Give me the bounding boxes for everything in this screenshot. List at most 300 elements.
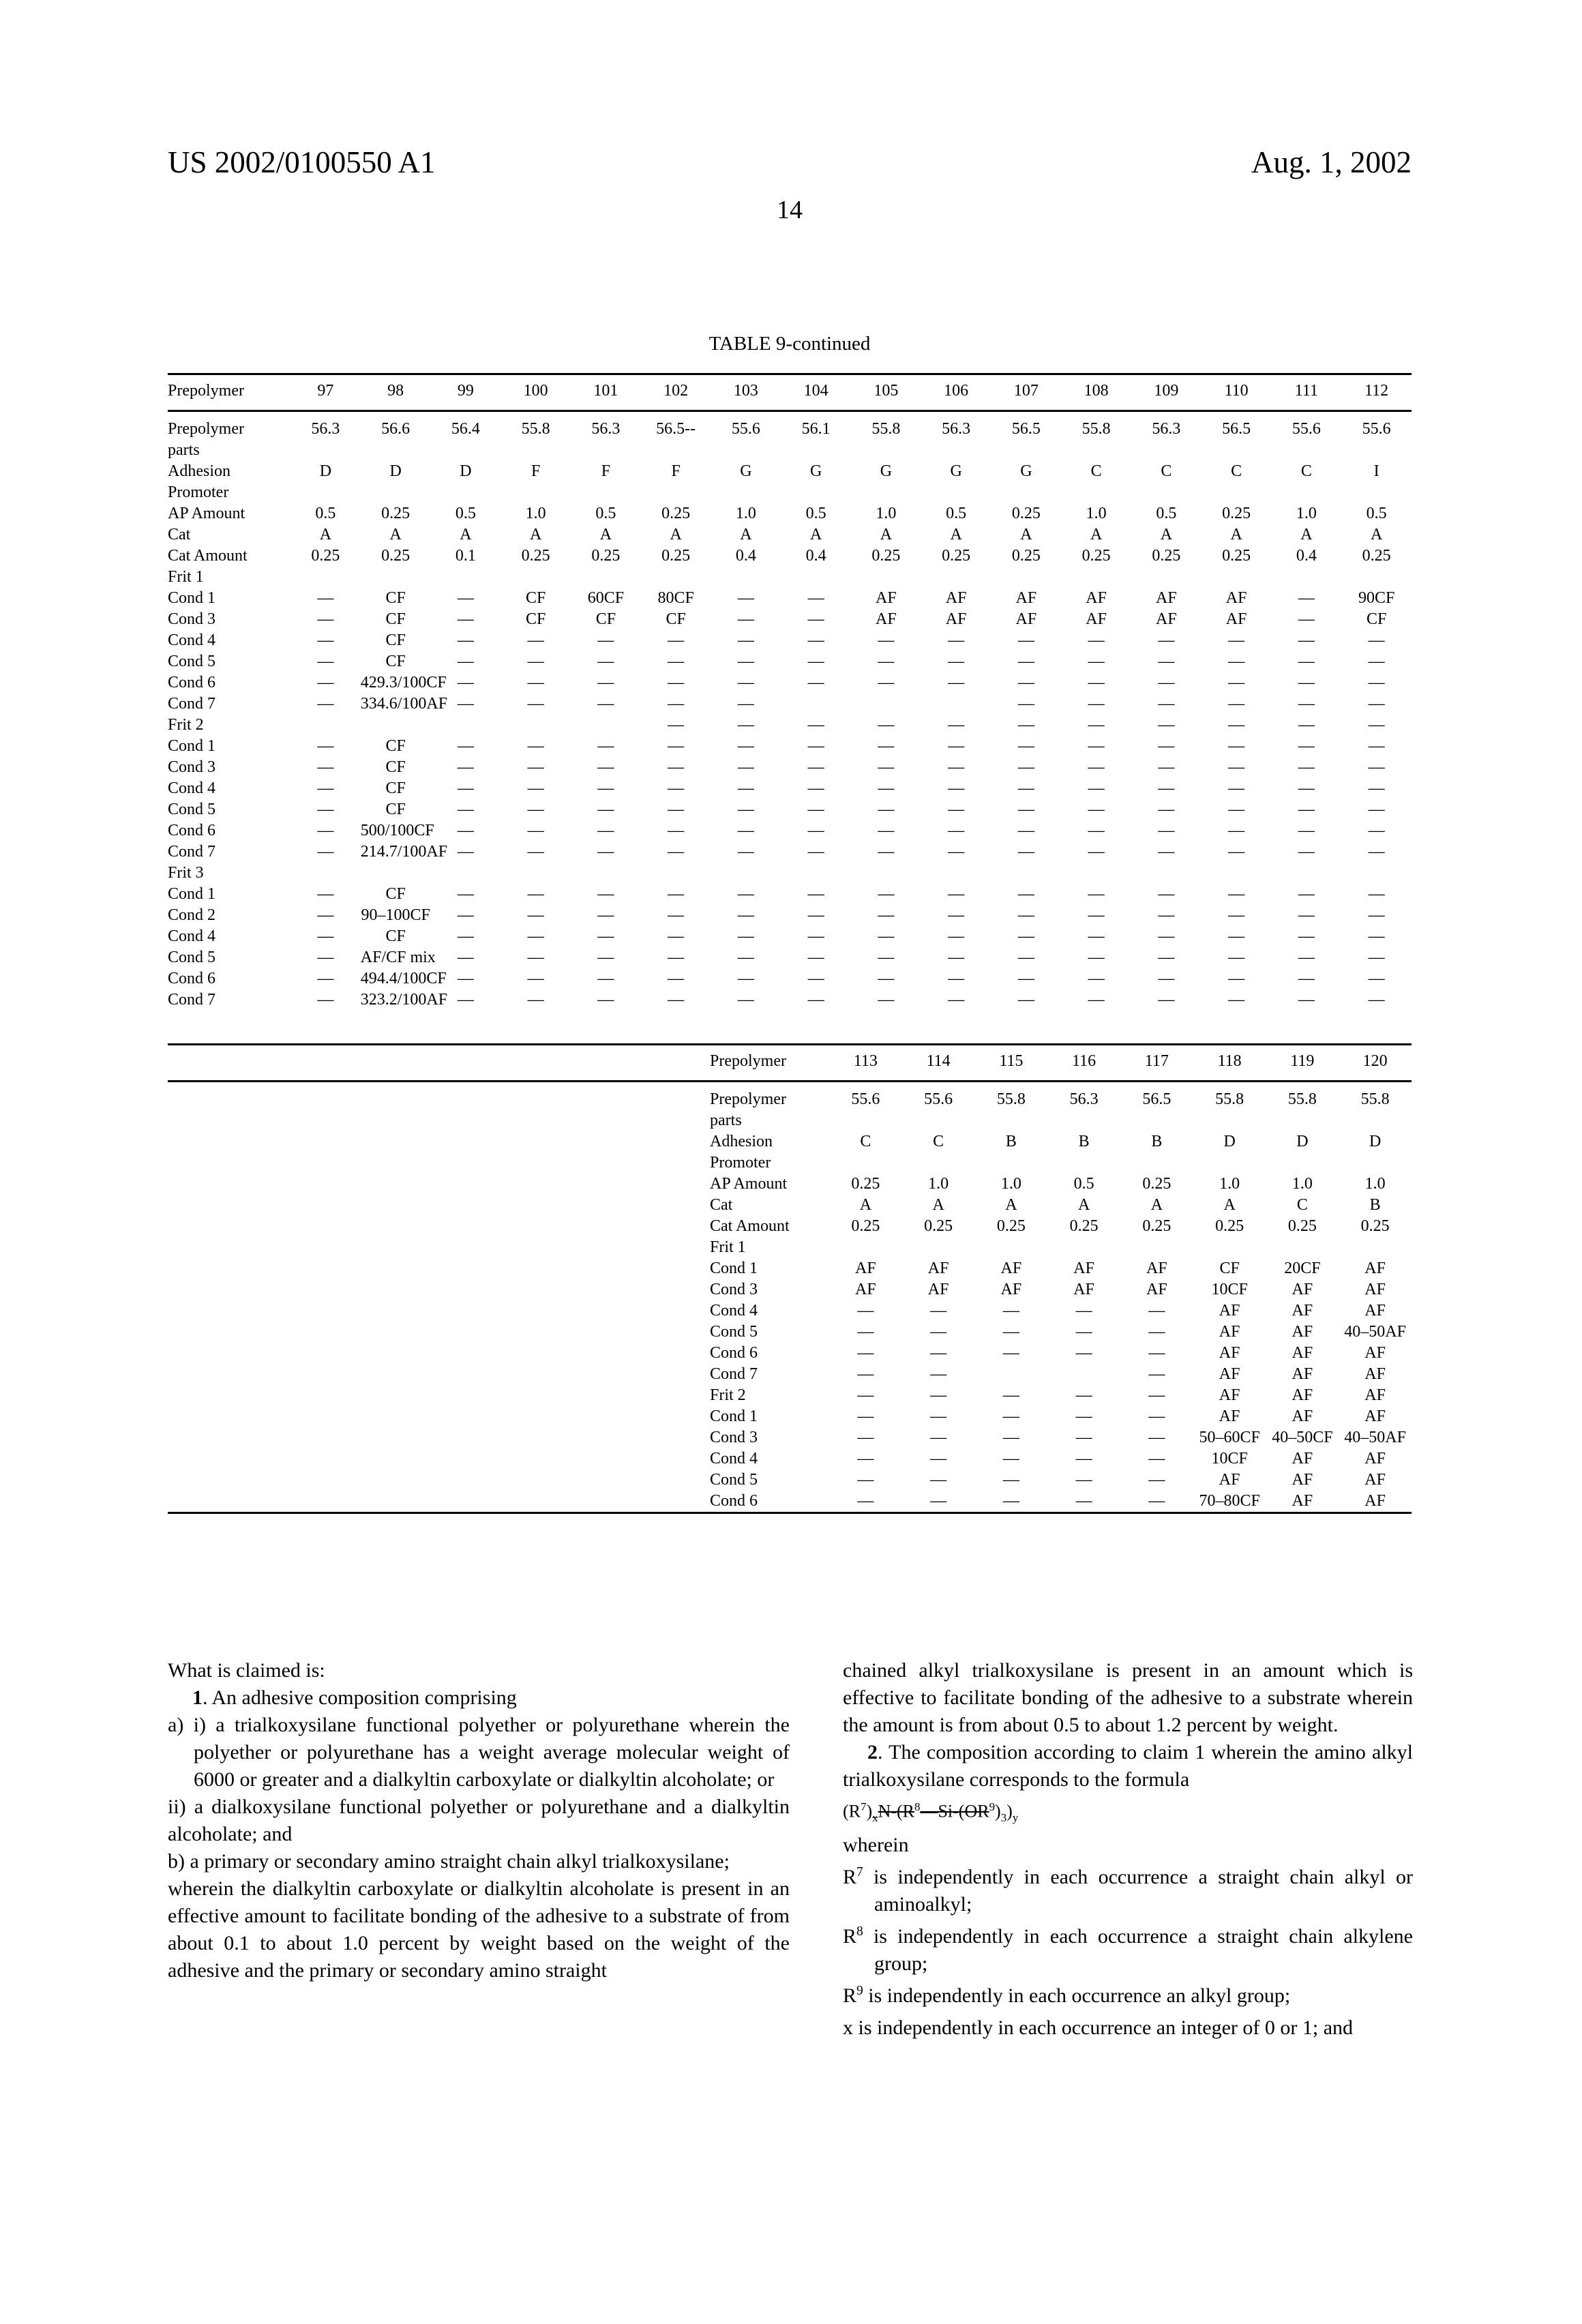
cell: — (1148, 1492, 1165, 1510)
cell (975, 1364, 1048, 1385)
cell: — (948, 906, 965, 924)
table-row (168, 567, 1412, 588)
cell: — (1075, 1492, 1092, 1510)
cell: B (1369, 1196, 1381, 1214)
cell: 0.25 (851, 1217, 880, 1235)
cell: 1.0 (876, 505, 897, 522)
cell: — (857, 1302, 874, 1320)
cell: — (1075, 1344, 1092, 1362)
cell: C (1090, 462, 1102, 480)
cell: — (807, 991, 824, 1009)
cell: A (880, 526, 893, 543)
row-label: Cat (168, 526, 191, 543)
cell: — (668, 885, 685, 903)
cell: — (930, 1492, 947, 1510)
cell: — (878, 674, 895, 691)
claim-2-number: 2 (867, 1741, 878, 1763)
spacer-cell (168, 1427, 710, 1448)
table-row (168, 799, 1412, 820)
cell: — (737, 631, 754, 649)
cell: AF (1292, 1492, 1313, 1510)
cell: 0.25 (851, 1175, 880, 1193)
cell: I (1373, 462, 1379, 480)
cell: — (737, 949, 754, 966)
cell: — (807, 822, 824, 839)
cell: — (457, 674, 474, 691)
cell (851, 694, 921, 715)
def-symbol: x (843, 2016, 853, 2039)
cell (902, 1237, 975, 1258)
cell (571, 567, 641, 588)
row-label: Cond 5 (168, 949, 216, 966)
table-row (168, 546, 1412, 567)
row-label: Cond 5 (710, 1471, 758, 1489)
cell: — (930, 1429, 947, 1446)
cell: 55.6 (1292, 420, 1321, 438)
spacer-cell (168, 1300, 710, 1322)
cell: AF (945, 610, 967, 628)
cell: — (948, 991, 965, 1009)
cell: — (930, 1323, 947, 1341)
cell: G (950, 462, 962, 480)
cell: — (1298, 843, 1315, 861)
cell: — (878, 991, 895, 1009)
cell: — (317, 927, 334, 945)
cell: — (1017, 737, 1034, 755)
cell: A (1005, 1196, 1017, 1214)
cell: 1.0 (525, 505, 546, 522)
spacer-cell (168, 1343, 710, 1364)
cell (921, 567, 991, 588)
table-row (168, 736, 1412, 757)
cell: AF (1015, 589, 1037, 607)
cell: 56.4 (451, 420, 480, 438)
claim-1-continuation: chained alkyl trialkoxysilane is present in an amount which is effective to facilitate bonding of the adhesive to a substrate wherein the amount is from about 0.5 to about 1.2 percent by weight. (843, 1659, 1413, 1736)
cell: D (460, 462, 472, 480)
cell: — (1158, 906, 1175, 924)
cell: 1.0 (928, 1175, 949, 1193)
cell: 0.25 (591, 547, 621, 565)
cell: — (1088, 779, 1105, 797)
table-row (168, 1082, 1412, 1132)
cell: CF (525, 610, 546, 628)
table-row (168, 630, 1412, 651)
cell: 429.3/100CF (360, 674, 447, 691)
claim-2-formula (843, 1793, 1413, 1832)
cell: — (1158, 991, 1175, 1009)
cell: — (737, 653, 754, 670)
column-header: 98 (361, 374, 431, 411)
claim-2-def-r8 (843, 1918, 1413, 1978)
cell: CF (385, 653, 406, 670)
cell: — (527, 927, 544, 945)
cell: — (1158, 801, 1175, 818)
row-label: Cond 4 (168, 631, 216, 649)
cell: — (1158, 674, 1175, 691)
cell: — (1148, 1450, 1165, 1468)
cell: — (597, 674, 614, 691)
cell: — (1368, 927, 1385, 945)
cell: AF (1292, 1450, 1313, 1468)
cell: — (1158, 737, 1175, 755)
cell: — (668, 631, 685, 649)
cell: 0.25 (1222, 547, 1251, 565)
claims-section (168, 1657, 1412, 2042)
row-label-header: Prepolymer (710, 1045, 829, 1082)
cell (1266, 1237, 1339, 1258)
cell (290, 567, 361, 588)
cell: — (1088, 801, 1105, 818)
cell: — (1298, 610, 1315, 628)
cell: — (878, 906, 895, 924)
cell: — (1088, 653, 1105, 670)
cell: — (457, 758, 474, 776)
cell: — (857, 1323, 874, 1341)
cell: — (317, 674, 334, 691)
cell: 0.25 (1215, 1217, 1244, 1235)
cell: — (1088, 737, 1105, 755)
cell: — (737, 822, 754, 839)
table-row (168, 947, 1412, 968)
cell: — (1298, 927, 1315, 945)
column-header: 119 (1266, 1045, 1339, 1082)
cell (431, 567, 501, 588)
cell: B (1078, 1133, 1090, 1150)
cell: — (1228, 927, 1245, 945)
column-header: 120 (1339, 1045, 1412, 1082)
table-row (168, 1174, 1412, 1195)
cell: CF (666, 610, 686, 628)
cell: F (601, 462, 611, 480)
cell: — (457, 695, 474, 713)
cell: — (1298, 822, 1315, 839)
cell: 56.5 (1222, 420, 1251, 438)
cell: — (668, 927, 685, 945)
cell: G (880, 462, 893, 480)
column-header: 108 (1061, 374, 1131, 411)
cell: CF (1366, 610, 1387, 628)
page-header (168, 145, 1412, 180)
cell: — (1228, 653, 1245, 670)
cell: 0.5 (1366, 505, 1387, 522)
cell: — (597, 631, 614, 649)
cell: — (1075, 1386, 1092, 1404)
cell: 55.6 (731, 420, 760, 438)
cell: — (317, 695, 334, 713)
cell: — (457, 991, 474, 1009)
cell: — (668, 758, 685, 776)
row-label-header: Prepolymer (168, 374, 290, 411)
cell: — (317, 991, 334, 1009)
cell: — (1298, 949, 1315, 966)
cell: — (317, 822, 334, 839)
cell: A (809, 526, 822, 543)
cell: AF (876, 610, 897, 628)
cell: — (1148, 1323, 1165, 1341)
cell (1131, 863, 1202, 884)
cell: — (1228, 674, 1245, 691)
cell: — (527, 779, 544, 797)
cell: — (457, 653, 474, 670)
spacer-cell (168, 1195, 710, 1216)
cell: — (527, 949, 544, 966)
cell: 0.25 (661, 547, 691, 565)
cell: — (1158, 716, 1175, 734)
cell: AF (1292, 1281, 1313, 1298)
cell (921, 694, 991, 715)
cell: B (1005, 1133, 1017, 1150)
cell: — (1002, 1344, 1019, 1362)
table9-part1 (168, 373, 1412, 1011)
def-superscript: 8 (856, 1924, 863, 1939)
cell: — (527, 822, 544, 839)
cell: — (1158, 843, 1175, 861)
cell: — (737, 737, 754, 755)
spacer-cell (168, 1174, 710, 1195)
cell: — (317, 758, 334, 776)
cell: — (1298, 737, 1315, 755)
cell: 55.8 (1081, 420, 1111, 438)
cell: — (878, 822, 895, 839)
cell: 56.3 (1069, 1090, 1099, 1108)
cell: — (1088, 885, 1105, 903)
cell: — (737, 674, 754, 691)
cell: — (857, 1492, 874, 1510)
row-label: Cat Amount (710, 1217, 790, 1235)
cell: AF (945, 589, 967, 607)
cell: 0.25 (1152, 547, 1181, 565)
cell: B (1151, 1133, 1163, 1150)
cell: AF (1364, 1344, 1386, 1362)
cell: AF/CF mix (360, 949, 436, 966)
cell: — (807, 631, 824, 649)
cell: — (1088, 716, 1105, 734)
cell: AF (1219, 1471, 1240, 1489)
cell: 0.25 (1287, 1217, 1317, 1235)
cell: A (859, 1196, 872, 1214)
cell: — (857, 1407, 874, 1425)
cell: — (1298, 716, 1315, 734)
cell (1120, 1237, 1193, 1258)
cell (361, 863, 431, 884)
row-label: Cond 7 (710, 1365, 758, 1383)
cell: AF (1292, 1365, 1313, 1383)
table-row (168, 884, 1412, 905)
cell: — (1228, 885, 1245, 903)
cell: — (1017, 991, 1034, 1009)
cell: — (1148, 1407, 1165, 1425)
cell (781, 863, 851, 884)
cell: AF (1073, 1260, 1094, 1277)
cell: AF (1219, 1323, 1240, 1341)
cell: — (1298, 631, 1315, 649)
cell: — (878, 885, 895, 903)
table-row (168, 1300, 1412, 1322)
cell: — (597, 991, 614, 1009)
cell: — (807, 906, 824, 924)
claim-1-heading (168, 1684, 790, 1712)
column-header: 117 (1120, 1045, 1193, 1082)
cell: — (527, 991, 544, 1009)
row-label: Cond 3 (168, 610, 216, 628)
cell: AF (855, 1260, 876, 1277)
cell: CF (385, 589, 406, 607)
cell (1131, 567, 1202, 588)
row-label: Cond 4 (710, 1450, 758, 1468)
cell: CF (385, 631, 406, 649)
cell: — (878, 758, 895, 776)
claims-column-right (843, 1657, 1413, 2042)
cell: — (1368, 716, 1385, 734)
row-label: Adhesion Promoter (710, 1133, 773, 1172)
cell: — (1158, 779, 1175, 797)
cell: — (668, 695, 685, 713)
table-row (168, 461, 1412, 503)
cell (290, 863, 361, 884)
cell: — (597, 927, 614, 945)
cell: — (1088, 695, 1105, 713)
def-superscript: 9 (856, 1983, 863, 1998)
cell: A (319, 526, 332, 543)
cell: D (1296, 1133, 1309, 1150)
cell (851, 863, 921, 884)
cell: — (527, 737, 544, 755)
column-header: 97 (290, 374, 361, 411)
cell: — (527, 843, 544, 861)
cell: A (1230, 526, 1242, 543)
table-row (168, 411, 1412, 462)
row-label: Cond 7 (168, 695, 216, 713)
cell: — (1368, 822, 1385, 839)
cell: — (1088, 631, 1105, 649)
cell: — (1228, 991, 1245, 1009)
cell: — (1002, 1407, 1019, 1425)
cell: — (930, 1344, 947, 1362)
table-row (168, 841, 1412, 863)
cell: — (1088, 949, 1105, 966)
cell: — (668, 843, 685, 861)
cell: — (807, 779, 824, 797)
cell: — (1298, 758, 1315, 776)
cell: — (807, 843, 824, 861)
cell: — (1298, 779, 1315, 797)
cell: 70–80CF (1199, 1492, 1260, 1510)
row-label: Cond 3 (710, 1281, 758, 1298)
table-header-row (168, 1045, 1412, 1082)
cell: — (930, 1386, 947, 1404)
cell: — (1002, 1386, 1019, 1404)
cell: — (1228, 779, 1245, 797)
cell: 56.3 (591, 420, 621, 438)
table-row (168, 905, 1412, 926)
row-label: Cond 5 (168, 653, 216, 670)
cell: 0.25 (1011, 505, 1041, 522)
column-header: 116 (1047, 1045, 1120, 1082)
cell: — (457, 843, 474, 861)
cell: — (737, 991, 754, 1009)
cell: — (807, 589, 824, 607)
cell: — (1228, 758, 1245, 776)
spacer-cell (168, 1258, 710, 1279)
cell: — (878, 716, 895, 734)
cell (1061, 863, 1131, 884)
cell (431, 715, 501, 736)
row-label: Cond 7 (168, 843, 216, 861)
column-header: 106 (921, 374, 991, 411)
cell (781, 567, 851, 588)
column-header: 101 (571, 374, 641, 411)
cell: — (1075, 1323, 1092, 1341)
cell: — (1368, 970, 1385, 987)
cell: — (1017, 758, 1034, 776)
cell: 56.3 (942, 420, 971, 438)
cell: — (457, 779, 474, 797)
cell: — (878, 737, 895, 755)
cell: — (1228, 949, 1245, 966)
cell: A (1090, 526, 1103, 543)
formula-superscript: 7 (861, 1800, 867, 1813)
column-header: 113 (829, 1045, 902, 1082)
cell: AF (1364, 1365, 1386, 1383)
cell (1272, 863, 1342, 884)
table-row (168, 1448, 1412, 1470)
cell: 40–50AF (1344, 1429, 1406, 1446)
cell: — (457, 589, 474, 607)
table-row (168, 926, 1412, 947)
claim-2-heading (843, 1739, 1413, 1793)
cell: 0.25 (1069, 1217, 1099, 1235)
cell: — (317, 949, 334, 966)
cell: AF (1292, 1407, 1313, 1425)
row-label: Cond 1 (168, 589, 216, 607)
cell: — (948, 822, 965, 839)
cell: 0.25 (661, 505, 691, 522)
table-row (168, 1491, 1412, 1513)
cell: A (1020, 526, 1032, 543)
claim-2-def-r9 (843, 1978, 1413, 2010)
formula-segment: N-(R (878, 1801, 915, 1821)
cell: G (1020, 462, 1032, 480)
cell: 80CF (657, 589, 694, 607)
cell: 0.5 (315, 505, 336, 522)
cell: — (668, 822, 685, 839)
cell: — (1017, 716, 1034, 734)
cell: — (597, 822, 614, 839)
cell: 0.5 (1156, 505, 1177, 522)
cell: — (527, 758, 544, 776)
spacer-cell (168, 1131, 710, 1174)
cell: — (1368, 906, 1385, 924)
cell: — (457, 927, 474, 945)
cell: A (529, 526, 542, 543)
cell (975, 1237, 1048, 1258)
cell: AF (1364, 1407, 1386, 1425)
cell: — (737, 906, 754, 924)
row-label: Cat (710, 1196, 733, 1214)
cell: — (457, 885, 474, 903)
cell: D (1369, 1133, 1382, 1150)
cell: — (1002, 1323, 1019, 1341)
formula-superscript: 8 (914, 1800, 921, 1813)
cell: — (1017, 674, 1034, 691)
cell: 55.6 (1362, 420, 1391, 438)
column-header: 102 (641, 374, 711, 411)
row-label: Frit 3 (168, 864, 204, 882)
cell: 55.8 (996, 1090, 1026, 1108)
column-header: 114 (902, 1045, 975, 1082)
cell: — (1298, 653, 1315, 670)
cell: — (1368, 737, 1385, 755)
